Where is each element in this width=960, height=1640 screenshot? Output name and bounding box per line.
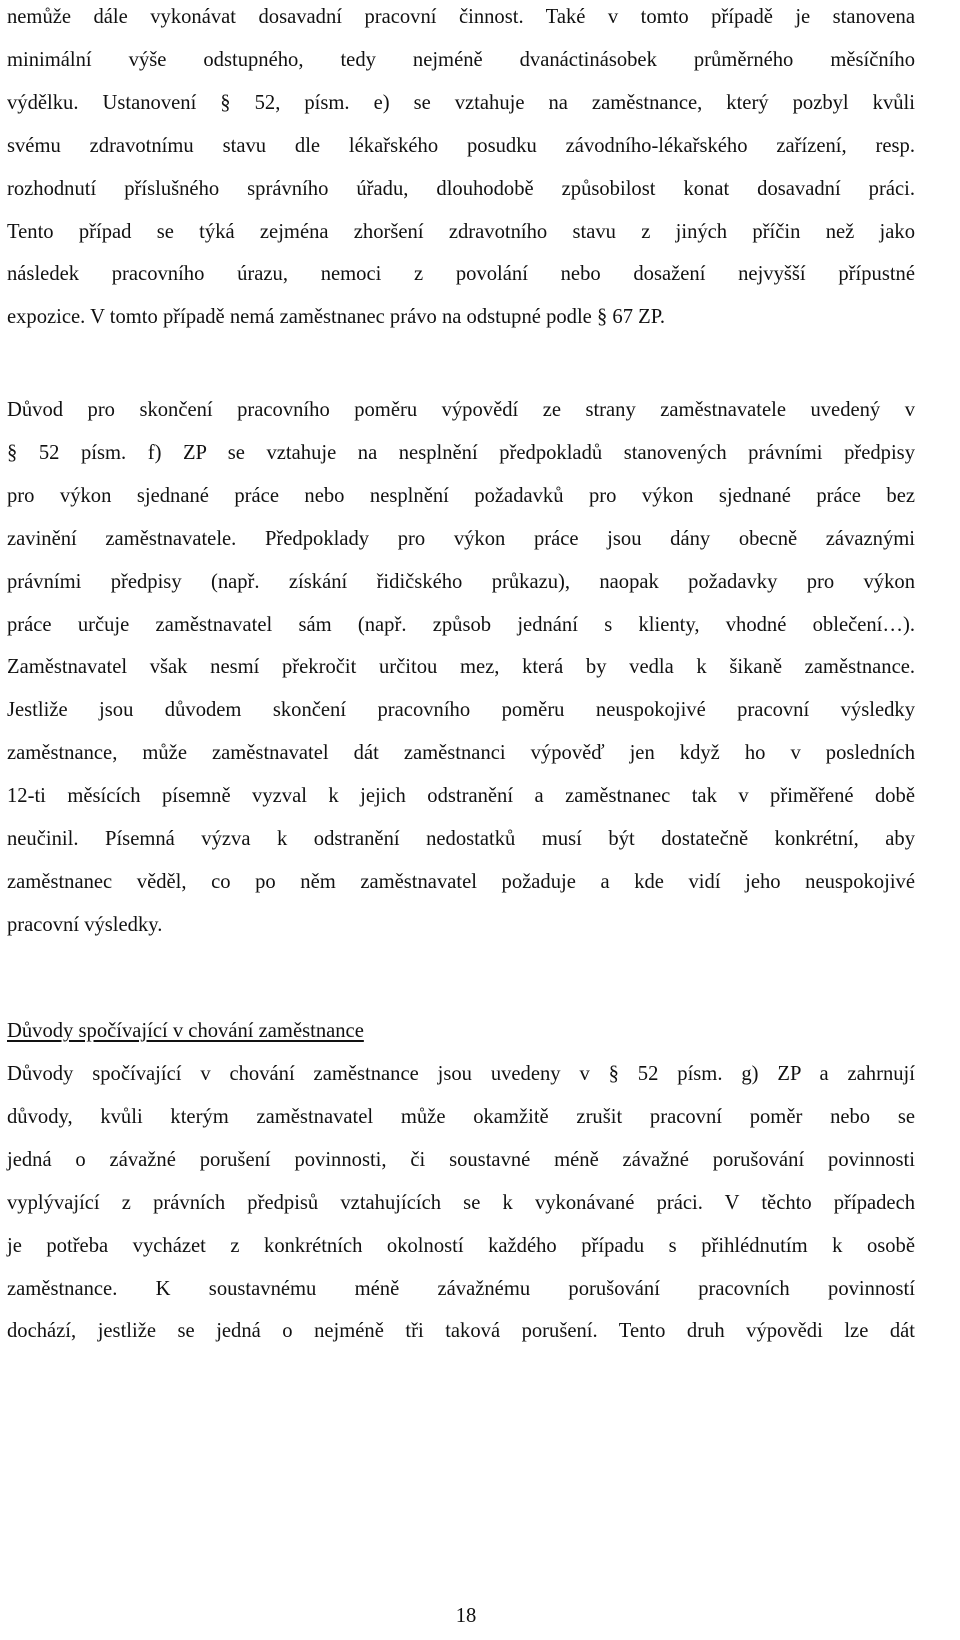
paragraph-line: pro výkon sjednané práce nebo nesplnění požadavků pro výkon sjednané práce bez	[7, 484, 915, 507]
paragraph-line: neučinil. Písemná výzva k odstranění nedostatků musí být dostatečně konkrétní, aby	[7, 828, 915, 851]
paragraph-line: Tento případ se týká zejména zhoršení zdravotního stavu z jiných příčin než jako	[7, 220, 915, 243]
paragraph-line: práce určuje zaměstnavatel sám (např. způsob jednání s klienty, vhodné oblečení…).	[7, 613, 915, 636]
paragraph-line: důvody, kvůli kterým zaměstnavatel může okamžitě zrušit pracovní poměr nebo se	[7, 1105, 915, 1128]
paragraph-line: Důvod pro skončení pracovního poměru výpovědí ze strany zaměstnavatele uvedený v	[7, 399, 915, 421]
paragraph-line: pracovní výsledky.	[7, 913, 163, 936]
paragraph-3	[7, 1053, 915, 1353]
paragraph-line: minimální výše odstupného, tedy nejméně dvanáctinásobek průměrného měsíčního	[7, 48, 915, 71]
section-heading: Důvody spočívající v chování zaměstnance	[7, 1020, 364, 1042]
paragraph-line: zaměstnance. K soustavnému méně závažnému porušování pracovních povinností	[7, 1277, 915, 1300]
paragraph-line: Důvody spočívající v chování zaměstnance jsou uvedeny v § 52 písm. g) ZP a zahrnují	[7, 1063, 915, 1085]
paragraph-line: § 52 písm. f) ZP se vztahuje na nesplnění předpokladů stanovených právními předpisy	[7, 441, 915, 464]
paragraph-line: nemůže dále vykonávat dosavadní pracovní činnost. Také v tomto případě je stanovena	[7, 6, 915, 28]
paragraph-line: vyplývající z právních předpisů vztahujících se k vykonávané práci. V těchto případech	[7, 1191, 915, 1214]
paragraph-line: rozhodnutí příslušného správního úřadu, dlouhodobě způsobilost konat dosavadní práci.	[7, 177, 915, 200]
paragraph-line: jedná o závažné porušení povinnosti, či soustavné méně závažné porušování povinnosti	[7, 1148, 915, 1171]
paragraph-line: následek pracovního úrazu, nemoci z povolání nebo dosažení nejvyšší přípustné	[7, 263, 915, 286]
page-number: 18	[455, 1605, 477, 1627]
paragraph-line: zavinění zaměstnavatele. Předpoklady pro výkon práce jsou dány obecně závaznými	[7, 527, 915, 550]
paragraph-line: zaměstnance, může zaměstnavatel dát zaměstnanci výpověď jen když ho v posledních	[7, 742, 915, 765]
paragraph-line: expozice. V tomto případě nemá zaměstnanec právo na odstupné podle § 67 ZP.	[7, 306, 666, 329]
paragraph-line: dochází, jestliže se jedná o nejméně tři taková porušení. Tento druh výpovědi lze dát	[7, 1320, 915, 1343]
paragraph-1	[7, 0, 915, 339]
paragraph-line: je potřeba vycházet z konkrétních okolností každého případu s přihlédnutím k osobě	[7, 1234, 915, 1257]
paragraph-line: zaměstnanec věděl, co po něm zaměstnavatel požaduje a kde vidí jeho neuspokojivé	[7, 870, 915, 893]
paragraph-line: výdělku. Ustanovení § 52, písm. e) se vztahuje na zaměstnance, který pozbyl kvůli	[7, 91, 915, 114]
paragraph-line: 12-ti měsících písemně vyzval k jejich odstranění a zaměstnanec tak v přiměřené době	[7, 785, 915, 808]
paragraph-line: Zaměstnavatel však nesmí překročit určitou mez, která by vedla k šikaně zaměstnance.	[7, 656, 915, 679]
paragraph-2	[7, 389, 915, 947]
paragraph-line: Jestliže jsou důvodem skončení pracovního poměru neuspokojivé pracovní výsledky	[7, 699, 915, 722]
paragraph-line: svému zdravotnímu stavu dle lékařského posudku závodního-lékařského zařízení, resp.	[7, 134, 915, 157]
paragraph-line: právními předpisy (např. získání řidičského průkazu), naopak požadavky pro výkon	[7, 570, 915, 593]
